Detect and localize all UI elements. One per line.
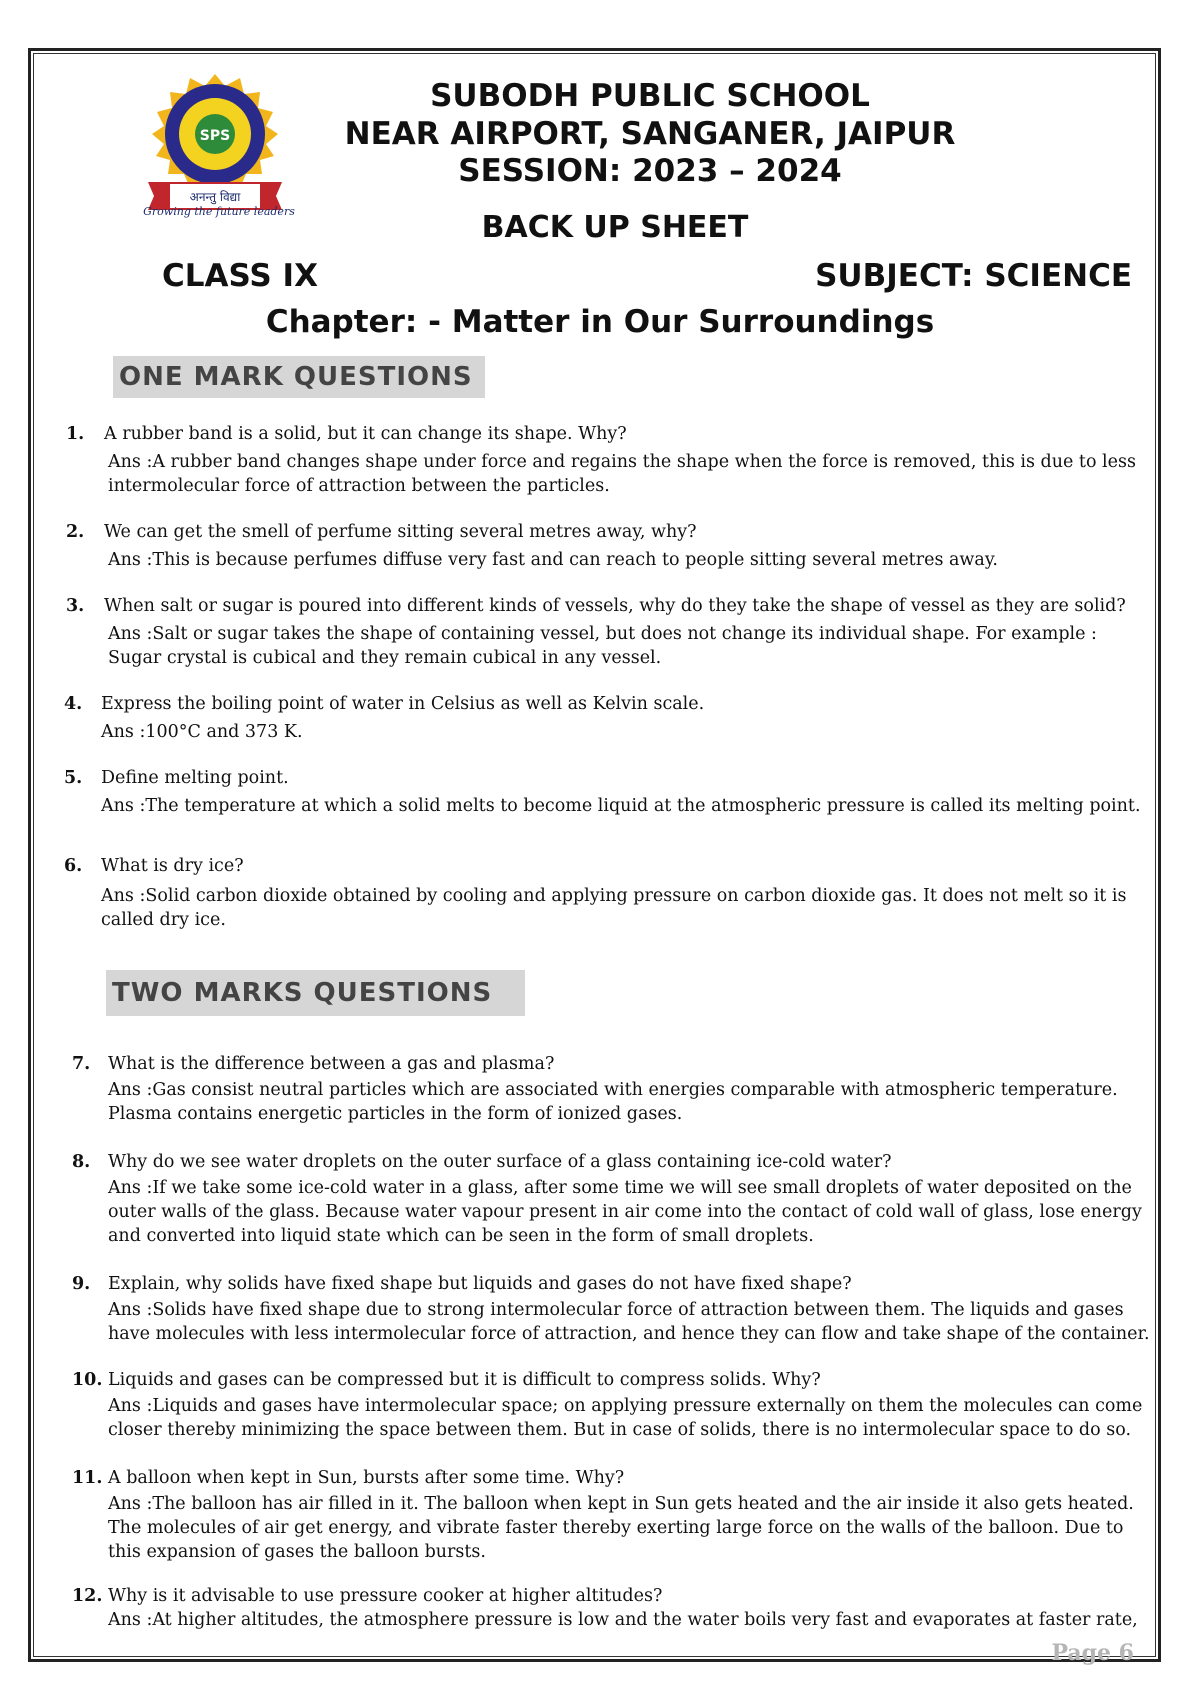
chapter-title: Chapter: - Matter in Our Surroundings [265, 304, 935, 340]
logo-tagline: Growing the future leaders [143, 205, 295, 218]
school-address: NEAR AIRPORT, SANGANER, JAIPUR [344, 116, 956, 152]
section-one-mark: ONE MARK QUESTIONS [113, 356, 485, 398]
question-number: 7. [72, 1054, 91, 1074]
answer-text: Ans :Liquids and gases have intermolecular space; on applying pressure externally on them the molecules can come closer thereby minimizing the space between them. But in case of solids, there is no intermolecular space to do so. [108, 1396, 1143, 1440]
question-number: 12. [72, 1586, 103, 1606]
question-number: 10. [72, 1370, 103, 1390]
question-text: Why do we see water droplets on the outer surface of a glass containing ice-cold water? [108, 1152, 892, 1172]
sheet-title: BACK UP SHEET [481, 210, 749, 245]
question-text: What is dry ice? [101, 856, 244, 876]
question-number: 6. [64, 856, 83, 876]
session-label: SESSION: 2023 – 2024 [458, 153, 842, 189]
answer-text: Ans :Solid carbon dioxide obtained by cooling and applying pressure on carbon dioxide gas. It does not melt so it is called dry ice. [101, 886, 1127, 930]
question-number: 3. [66, 596, 85, 616]
question-number: 2. [66, 522, 85, 542]
answer-text: Ans :The balloon has air filled in it. The balloon when kept in Sun gets heated and the air inside it also gets heated. The molecules of air get energy, and vibrate faster thereby exerting large force on the walls of the balloon. Due to this expansion of gases the balloon bursts. [108, 1494, 1134, 1562]
question-text: Liquids and gases can be compressed but it is difficult to compress solids. Why? [108, 1370, 821, 1390]
question-text: We can get the smell of perfume sitting several metres away, why? [104, 522, 697, 542]
question-number: 5. [64, 768, 83, 788]
answer-text: Ans :At higher altitudes, the atmosphere pressure is low and the water boils very fast and evaporates at faster rate, [108, 1610, 1138, 1630]
question-number: 4. [64, 694, 83, 714]
answer-text: Ans :This is because perfumes diffuse very fast and can reach to people sitting several metres away. [108, 550, 998, 570]
question-text: A balloon when kept in Sun, bursts after some time. Why? [108, 1468, 625, 1488]
question-text: Define melting point. [101, 768, 289, 788]
answer-text: Ans :The temperature at which a solid melts to become liquid at the atmospheric pressure is called its melting point. [101, 796, 1141, 816]
question-text: A rubber band is a solid, but it can change its shape. Why? [104, 424, 627, 444]
question-number: 9. [72, 1274, 91, 1294]
question-number: 1. [66, 424, 85, 444]
svg-text:SPS: SPS [199, 128, 231, 144]
class-label: CLASS IX [162, 258, 318, 294]
question-text: Why is it advisable to use pressure cooker at higher altitudes? [108, 1586, 663, 1606]
subject-label: SUBJECT: SCIENCE [815, 258, 1132, 294]
answer-text: Ans :100°C and 373 K. [101, 722, 303, 742]
question-text: Express the boiling point of water in Celsius as well as Kelvin scale. [101, 694, 705, 714]
question-text: When salt or sugar is poured into different kinds of vessels, why do they take the shape of vessel as they are solid? [104, 596, 1126, 616]
page-number: Page 6 [1051, 1640, 1134, 1666]
question-text: Explain, why solids have fixed shape but liquids and gases do not have fixed shape? [108, 1274, 852, 1294]
svg-text:अनन्तु विद्या: अनन्तु विद्या [189, 190, 241, 204]
answer-text: Ans :Solids have fixed shape due to strong intermolecular force of attraction between them. The liquids and gases have molecules with less intermolecular force of attraction, and hence they can flow and take shape of the container. [108, 1300, 1150, 1344]
question-number: 8. [72, 1152, 91, 1172]
section-two-marks: TWO MARKS QUESTIONS [106, 970, 525, 1016]
answer-text: Ans :Salt or sugar takes the shape of containing vessel, but does not change its individual shape. For example : Sugar crystal is cubical and they remain cubical in any vessel. [108, 624, 1097, 668]
question-text: What is the difference between a gas and plasma? [108, 1054, 555, 1074]
answer-text: Ans :If we take some ice-cold water in a glass, after some time we will see small droplets of water deposited on the outer walls of the glass. Because water vapour present in air come into the contact of cold wall of glass, lose energy and converted into liquid state which can be seen in the form of small droplets. [108, 1178, 1142, 1246]
school-name: SUBODH PUBLIC SCHOOL [430, 78, 870, 114]
question-number: 11. [72, 1468, 103, 1488]
answer-text: Ans :Gas consist neutral particles which are associated with energies comparable with atmospheric temperature. Plasma contains energetic particles in the form of ionized gases. [108, 1080, 1118, 1124]
answer-text: Ans :A rubber band changes shape under force and regains the shape when the force is removed, this is due to less intermolecular force of attraction between the particles. [108, 452, 1136, 496]
